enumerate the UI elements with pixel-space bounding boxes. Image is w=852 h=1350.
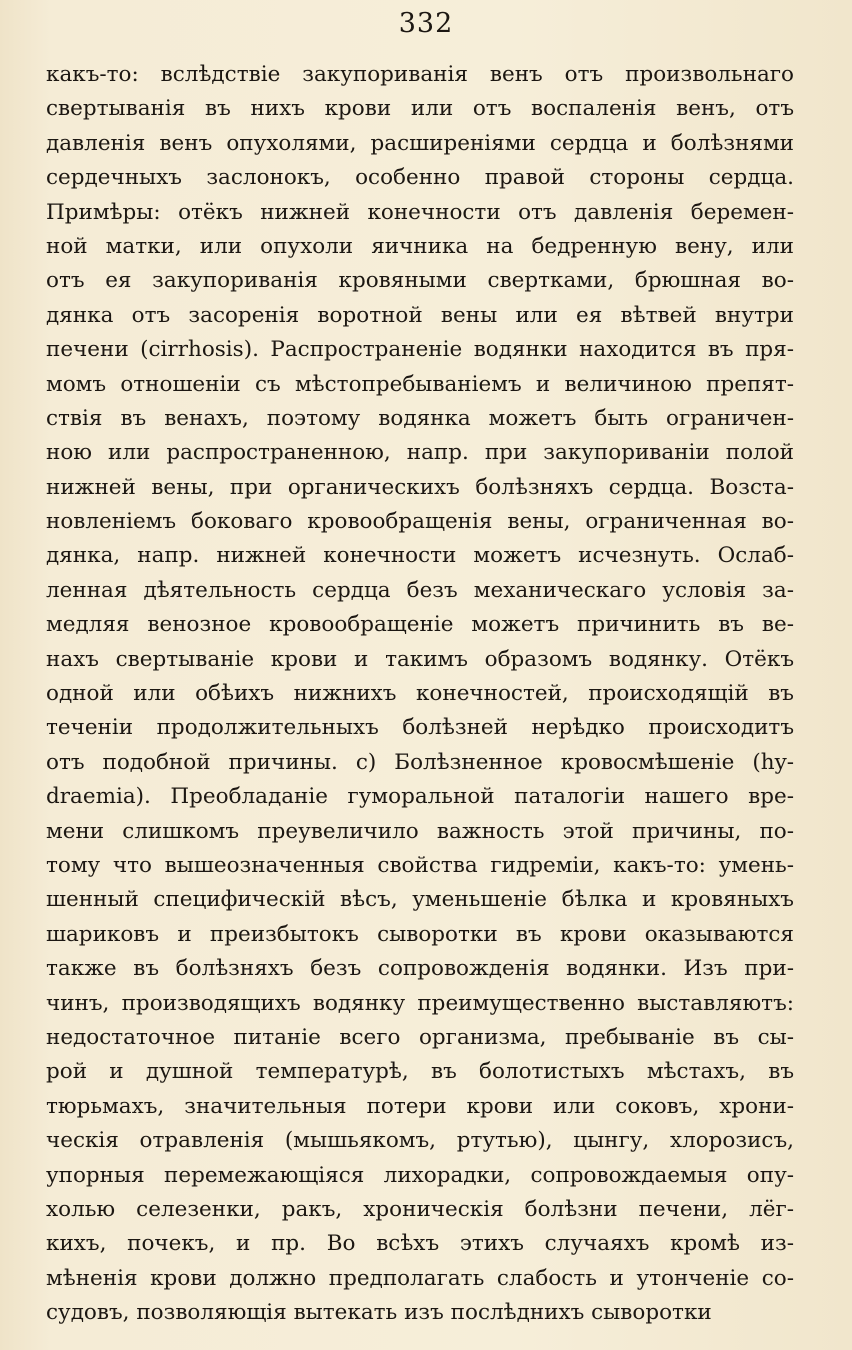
text-line: теченіи продолжительныхъ болѣзней нерѣдко происходитъ [46, 715, 794, 741]
page-number: 332 [398, 8, 454, 39]
text-line: судовъ, позволяющія вытекать изъ послѣднихъ сыворотки [46, 1300, 712, 1326]
text-line: ною или распространенною, напр. при закупориваніи полой [46, 440, 794, 466]
body-text [46, 58, 794, 1330]
text-line: мѣненія крови должно предполагать слабость и утонченіе со- [46, 1265, 794, 1291]
text-line: давленія венъ опухолями, расширеніями сердца и болѣзнями [46, 130, 794, 156]
text-line: сердечныхъ заслонокъ, особенно правой стороны сердца. [46, 165, 794, 191]
text-line: новленіемъ боковаго кровообращенія вены, ограниченная во- [46, 509, 794, 535]
text-line: ленная дѣятельность сердца безъ механическаго условія за- [46, 577, 794, 603]
text-line: одной или обѣихъ нижнихъ конечностей, происходящій въ [46, 681, 794, 707]
text-line: чинъ, производящихъ водянку преимущественно выставляютъ: [46, 990, 794, 1016]
text-line: упорныя перемежающіяся лихорадки, сопровождаемыя опу- [46, 1162, 794, 1188]
text-line: отъ подобной причины. c) Болѣзненное кровосмѣшеніе (hy- [46, 749, 794, 775]
text-line: нижней вены, при органическихъ болѣзняхъ сердца. Возста- [46, 474, 794, 500]
text-line: мени слишкомъ преувеличило важность этой причины, по- [46, 818, 794, 844]
text-line: холью селезенки, ракъ, хроническія болѣзни печени, лёг- [46, 1196, 794, 1222]
text-line: draemia). Преобладаніе гуморальной паталогіи нашего вре- [46, 784, 794, 810]
text-line: отъ ея закупориванія кровяными свертками, брюшная во- [46, 268, 794, 294]
text-line: ческія отравленія (мышьякомъ, ртутью), цынгу, хлорозисъ, [46, 1128, 794, 1154]
text-line: ной матки, или опухоли яичника на бедренную вену, или [46, 233, 794, 259]
text-line: медляя венозное кровообращеніе можетъ причинить въ ве- [46, 612, 794, 638]
text-line: тюрьмахъ, значительныя потери крови или соковъ, хрони- [46, 1093, 794, 1119]
text-line: рой и душной температурѣ, въ болотистыхъ мѣстахъ, въ [46, 1059, 794, 1085]
text-line: дянка, напр. нижней конечности можетъ исчезнуть. Ослаб- [46, 543, 794, 569]
text-line: тому что вышеозначенныя свойства гидреміи, какъ-то: умень- [46, 852, 794, 878]
text-line: какъ-то: вслѣдствіе закупориванія венъ отъ произвольнаго [46, 62, 794, 87]
text-line: также въ болѣзняхъ безъ сопровожденія водянки. Изъ при- [46, 956, 794, 982]
text-line: печени (cirrhosis). Распространеніе водянки находится въ пря- [46, 337, 794, 363]
text-line: дянка отъ засоренія воротной вены или ея вѣтвей внутри [46, 302, 794, 328]
text-line: шариковъ и преизбытокъ сыворотки въ крови оказываются [46, 921, 794, 947]
text-line: недостаточное питаніе всего организма, пребываніе въ сы- [46, 1024, 794, 1050]
text-line: свертыванія въ нихъ крови или отъ воспаленія венъ, отъ [46, 96, 794, 122]
text-line: ствія въ венахъ, поэтому водянка можетъ быть ограничен- [46, 405, 794, 431]
text-line: кихъ, почекъ, и пр. Во всѣхъ этихъ случаяхъ кромѣ из- [46, 1231, 794, 1257]
text-line: шенный специфическій вѣсъ, уменьшеніе бѣлка и кровяныхъ [46, 887, 794, 913]
text-line: Примѣры: отёкъ нижней конечности отъ давленія беремен- [46, 199, 794, 225]
text-line: нахъ свертываніе крови и такимъ образомъ водянку. Отёкъ [46, 646, 794, 672]
text-line: момъ отношеніи съ мѣстопребываніемъ и величиною препят- [46, 371, 794, 397]
